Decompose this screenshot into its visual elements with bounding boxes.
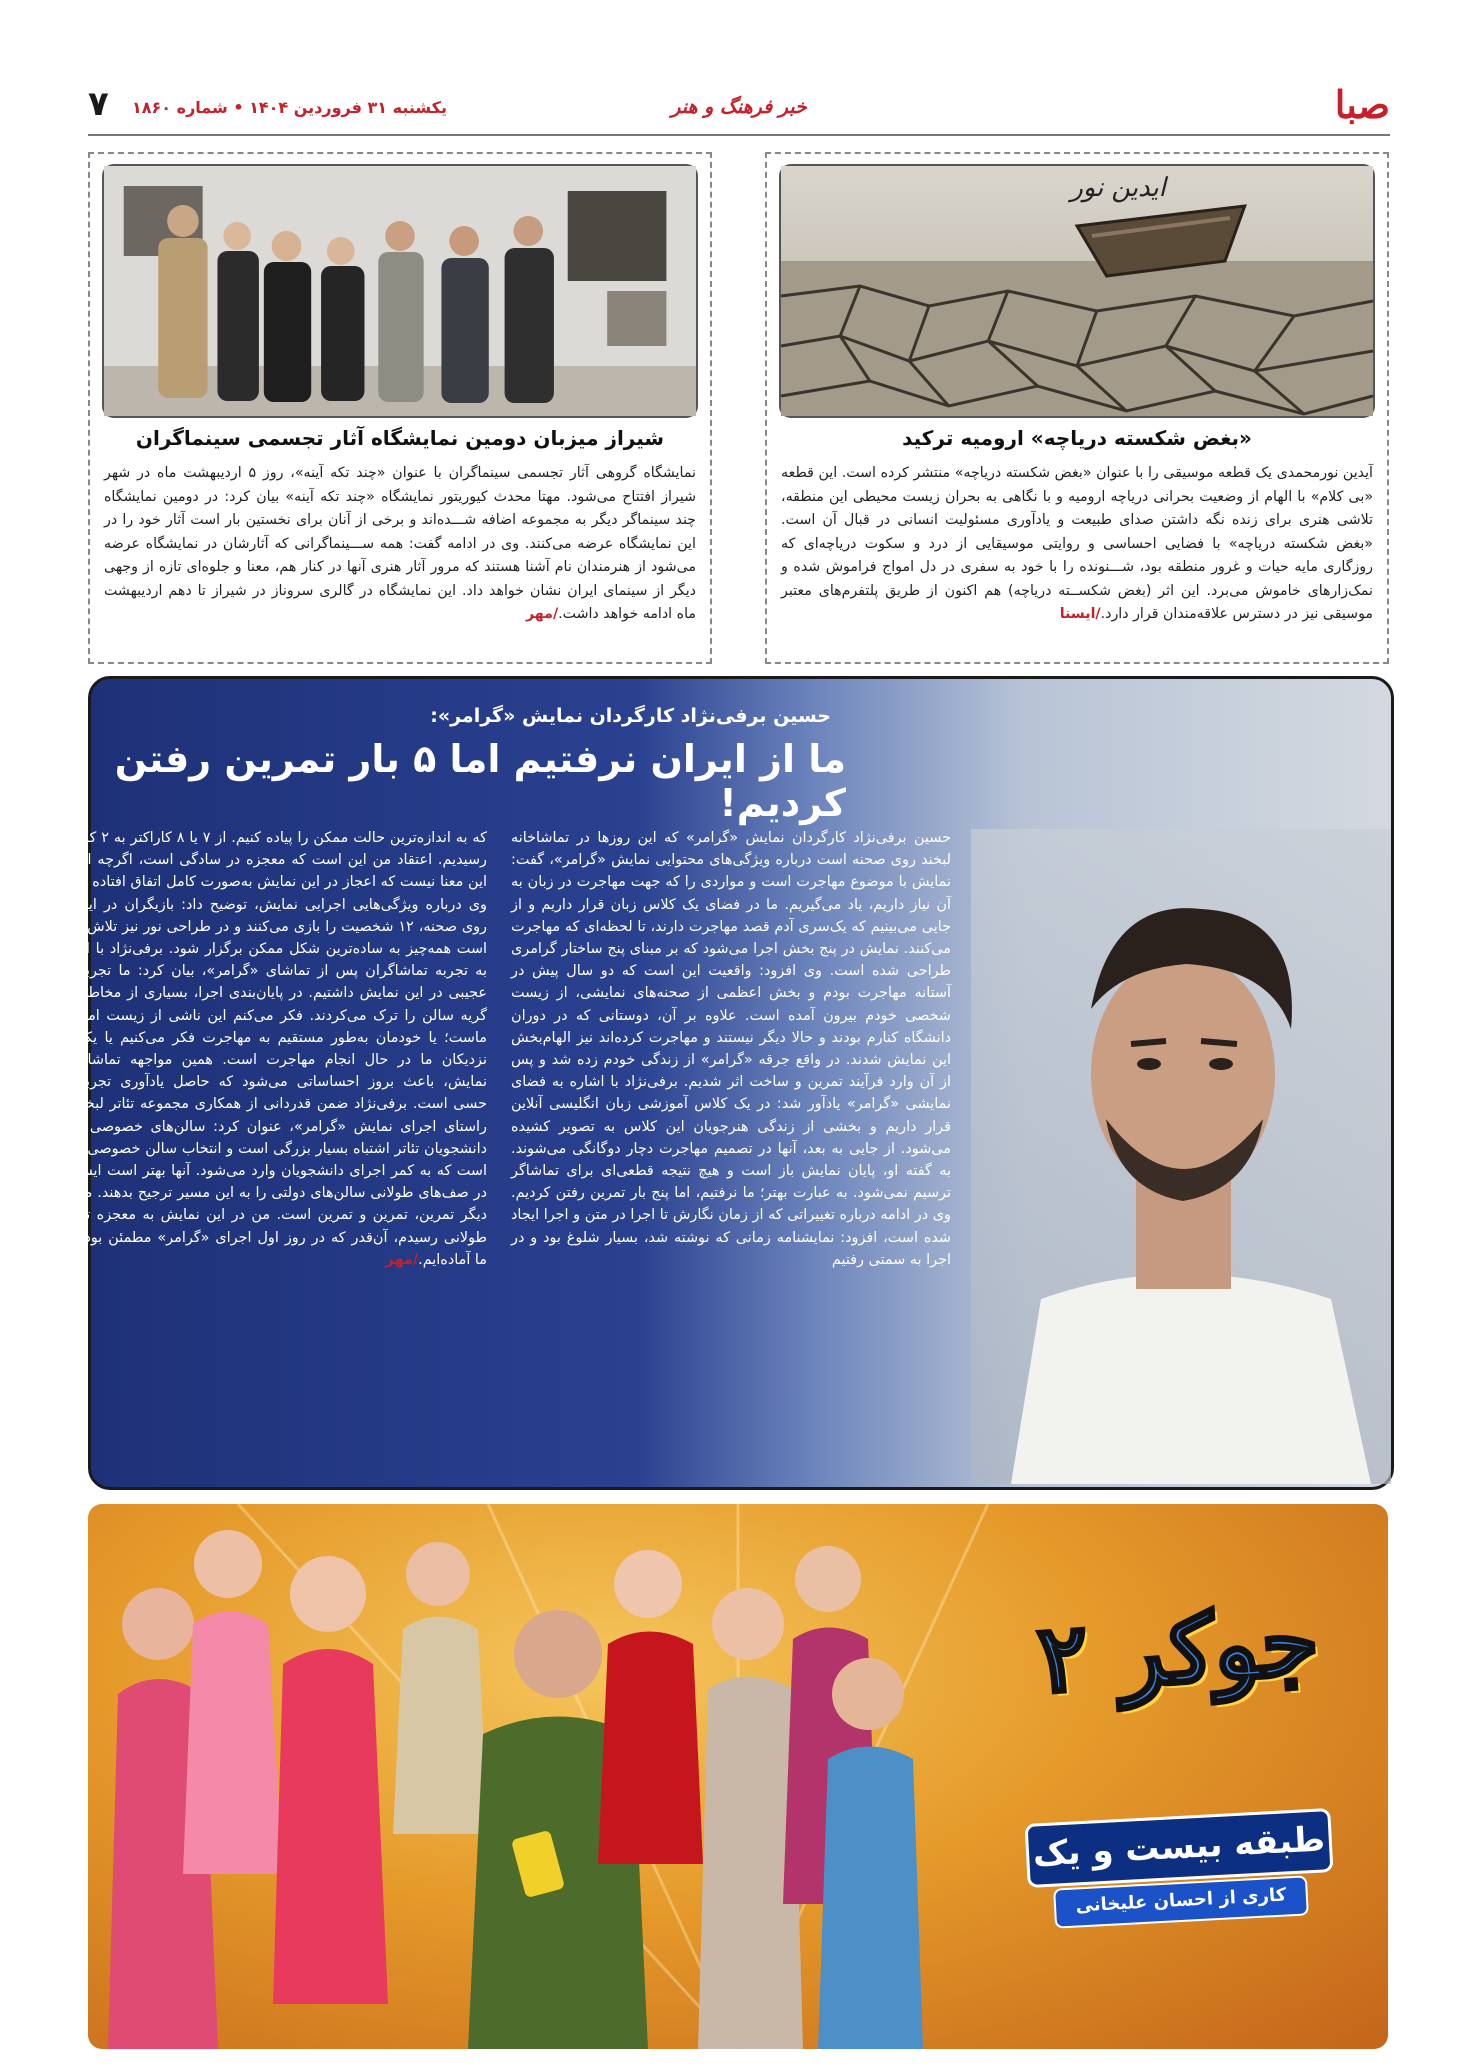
- joker-credit: کاری از احسان علیخانی: [1053, 1875, 1309, 1928]
- news-source-isna: /ایسنا: [1059, 606, 1101, 622]
- news-title-shiraz[interactable]: شیراز میزبان دومین نمایشگاه آثار تجسمی سینماگران: [135, 426, 665, 450]
- news-source-mehr: /مهر: [525, 606, 559, 622]
- feature-interview-box: [55, 676, 1394, 1490]
- feature-source-mehr: /مهر: [385, 1251, 419, 1268]
- banner-cast-illustration: [88, 1504, 1388, 2049]
- page-number: ۷: [88, 84, 109, 124]
- photo-handwriting: ایدین نور: [1070, 172, 1166, 204]
- feature-column-1: حسین برفی‌نژاد کارگردان نمایش «گرامر» که این روزها در تماشاخانه لبخند روی صحنه است درباره ویژگی‌های محتوایی نمایش «گرامر»، گفت: نمایش با موضوع مهاجرت است و مواردی را که جهت مهاجرت در زبان به آن نیاز داریم، یاد می‌گیریم. ما در فضای یک کلاس زبان قرار داریم و از جایی می‌بینیم که یک‌سری آدم قصد مهاجرت دارند، تا لحظه‌ای که مهاجرت می‌کنند. نمایش در پنج بخش اجرا می‌شود که بر مبنای پنج ساختار گرامری طراحی شده است. وی افزود: واقعیت این است که دو سال پیش در آستانه مهاجرت بودم و بخش اعظمی از صحنه‌های نمایشی، از زیست شخصی خودم بیرون آمده است. علاوه بر آن، دوستانی که در دوران دانشگاه کنارم بودند و حالا دیگر نیستند و مهاجرت کرده‌اند نیز الهام‌بخش این نمایش شدند. در واقع جرقه «گرامر» از زندگی خودم زده شد و پس از آن وارد فرآیند تمرین و ساخت اثر شدیم. برفی‌نژاد با اشاره به فضای نمایشی «گرامر» یادآور شد: در یک کلاس آموزشی زبان انگلیسی آنلاین قرار داریم و بخشی از زندگی هنرجویان این کلاس به تصویر کشیده می‌شود. از جایی به بعد، آنها در تصمیم مهاجرت دچار دوگانگی می‌شوند. به گفته او، پایان نمایش باز است و هیچ نتیجه قطعی‌ای برای تماشاگر ترسیم نمی‌شود. به عبارت بهتر؛ ما نرفتیم، اما پنج بار تمرین رفتن کردیم. وی در ادامه درباره تغییراتی که از زمان نگارش تا اجرا در متن و اجرا ایجاد شده است، افزود: نمایشنامه زمانی که نوشته شد، بسیار شلوغ بود و در اجرا به سمتی رفتیم: [511, 830, 951, 1268]
- feature-column-2-text: که به اندازه‌ترین حالت ممکن را پیاده کنیم. از ۷ یا ۸ کاراکتر به ۲ کاراکتر رسیدیم. اعتقاد من این است که معجزه در سادگی است، اگرچه این به این معنا نیست که اعجاز در این نمایش به‌صورت کامل اتفاق افتاده باشد. وی درباره ویژگی‌هایی اجرایی نمایش، توضیح داد: بازیگران در این اثر روی صحنه، ۱۲ شخصیت را بازی می‌کنند و در طراحی نور نیز تلاش شده است همه‌چیز به ساده‌ترین شکل ممکن برگزار شود. برفی‌نژاد با اشاره به تجربه تماشاگران پس از تماشای «گرامر»، بیان کرد: ما تجربه‌های عجیبی در این نمایش داشتیم. در پایان‌بندی اجرا، بسیاری از مخاطبان با گریه سالن را ترک می‌کردند. فکر می‌کنم این ناشی از زیست امروزی ماست؛ یا خودمان به‌طور مستقیم به مهاجرت فکر می‌کنیم یا یکی از نزدیکان ما در حال انجام مهاجرت است. همین مواجهه تماشاگر با نمایش، باعث بروز احساساتی می‌شود که حاصل یادآوری تجربه‌های حسی است. برفی‌نژاد ضمن قدردانی از همکاری مجموعه تئاتر لبخند در راستای اجرای نمایش «گرامر»، عنوان کرد: سالن‌های خصوصی برای دانشجویان تئاتر اشتباه بسیار بزرگی است و انتخاب سالن خصوصی تیری است که به کمر اجرای دانشجویان وارد می‌شود. آنها بهتر است ایستادن در صف‌های طولانی سالن‌های دولتی را به این مسیر ترجیح بدهند. مسئله دیگر تمرین، تمرین و تمرین است. من در این نمایش به معجزه تمرین طولانی رسیدم، آن‌قدر که در روز اول اجرای «گرامر» مطمئن بودم که ما آماده‌ایم.: [55, 830, 487, 1268]
- dry-lake-boat-photo: [779, 164, 1375, 418]
- joker-logo-title: جوکر ۲: [1034, 1586, 1322, 1714]
- news-text-shiraz: نمایشگاه گروهی آثار تجسمی سینماگران با عنوان «چند تکه آینه»، روز ۵ اردیبهشت ماه در شهر شیراز افتتاح می‌شود. مهتا محدث کیوریتور نمایشگاه «چند تکه آینه» بیان کرد: در دومین نمایشگاه چند سینماگر دیگر به مجموعه اضافه شـــده‌اند و برخی از آنان برای نخستین بار است آثار خود را در این نمایشگاه عرضه می‌کنند. وی در ادامه گفت: همه ســـینماگرانی که آثارشان در نمایشگاه عرضه می‌شود از هنرمندان نام آشنا هستند که مرور آثار هنری آنها در کنار هم، معنا و جلوه‌ای تازه از وجهی دیگر از سینمای ایران نشان خواهد داد. این نمایشگاه در گالری سروناز در شیراز تا دهم اردیبهشت ماه ادامه خواهد داشت.: [104, 465, 696, 622]
- feature-headline[interactable]: ما از ایران نرفتیم اما ۵ بار تمرین رفتن کردیم!: [114, 737, 846, 825]
- news-text-urmia: آیدین نورمحمدی یک قطعه موسیقی را با عنوان «بغض شکسته دریاچه» منتشر کرده است. این قطعه «بی کلام» با الهام از وضعیت بحرانی دریاچه ارومیه و با نگاهی به بحران زیست محیطی این منطقه، تلاشی هنری برای زنده نگه داشتن صدای طبیعت و یادآوری مسئولیت انسانی در قبال آن است. «بغض شکسته دریاچه» با فضایی احساسی و روایتی موسیقایی از درد و سکوت دریاچه‌ای که روزگاری مایه حیات و غرور منطقه بود، شـــنونده را با خود به سفری در دل امواج فراموش شده و نمک‌زارهای خاموش می‌برد. این اثر (بغض شکســته دریاچه) هم اکنون از طریق پلتفرم‌های معتبر موسیقی نیز در دسترس علاقه‌مندان قرار دارد.: [781, 465, 1373, 622]
- feature-column-2: [55, 827, 487, 1271]
- news-box-urmia: [765, 152, 1389, 664]
- news-body-urmia: [781, 462, 1373, 627]
- news-title-urmia[interactable]: «بغض شکسته دریاچه» ارومیه ترکید: [902, 426, 1252, 450]
- group-photo-illustration: [104, 166, 696, 416]
- newspaper-logo[interactable]: صبا: [1334, 82, 1390, 127]
- section-title: خبر فرهنگ و هنر: [671, 96, 807, 118]
- news-box-shiraz: [88, 152, 712, 664]
- director-portrait: [971, 829, 1391, 1484]
- exhibition-group-photo: [102, 164, 698, 418]
- joker-advertisement-banner[interactable]: [88, 1504, 1388, 2049]
- news-body-shiraz: [104, 462, 696, 627]
- feature-kicker: حسین برفی‌نژاد کارگردان نمایش «گرامر»:: [430, 705, 831, 727]
- joker-subtitle: طبقه بیست و یک: [1025, 1808, 1334, 1888]
- dry-lake-illustration: [781, 166, 1373, 416]
- page-header: [88, 78, 1390, 136]
- dateline: یکشنبه ۳۱ فروردین ۱۴۰۴ • شماره ۱۸۶۰: [132, 98, 447, 117]
- portrait-illustration: [971, 829, 1391, 1484]
